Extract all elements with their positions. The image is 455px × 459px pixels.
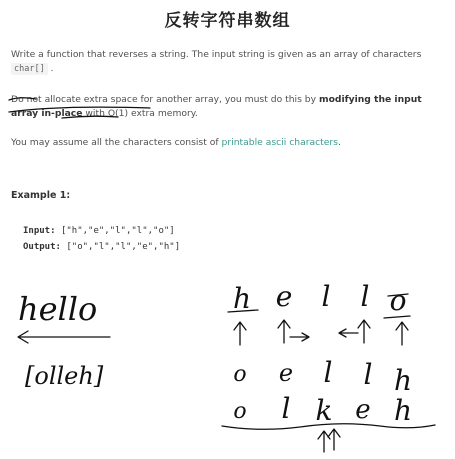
ink-up-arrow-5 — [396, 322, 408, 345]
output-label: Output: — [23, 242, 61, 252]
ink-left-arrow — [18, 331, 110, 343]
ink-row1-char-3: l — [321, 280, 331, 313]
ink-row2-char-3: l — [323, 356, 333, 389]
ink-underline-inplace — [62, 116, 118, 118]
ink-row2-char-4: l — [363, 358, 373, 391]
problem-text-1: Write a function that reverses a string. The input string is given as an array of characters — [11, 49, 422, 60]
ink-row3-char-5: h — [393, 394, 413, 427]
example-heading: Example 1: — [11, 190, 71, 201]
ink-double-arrow — [318, 429, 340, 452]
problem-text-2-bold: modifying the input array in-place — [11, 94, 422, 119]
ink-row3-char-3: k — [315, 394, 333, 427]
problem-text-2b: with O(1) extra memory. — [85, 108, 198, 119]
input-value: ["h","e","l","l","o"] — [60, 226, 175, 236]
printable-ascii-link[interactable]: printable ascii characters — [221, 137, 338, 148]
ink-row3-char-1: o — [233, 399, 247, 424]
ink-row1-char-2: e — [275, 280, 293, 313]
ink-row1-char-1: h — [232, 282, 252, 315]
problem-text-3b: . — [337, 137, 341, 148]
ink-right-arrow-2 — [290, 333, 309, 341]
ink-left-reversed: [olleh] — [25, 362, 104, 390]
ink-underline-do-not — [9, 98, 36, 100]
ink-row3-char-2: l — [281, 392, 291, 425]
ink-row2-char-1: o — [233, 362, 247, 387]
ink-underline-array — [9, 107, 150, 112]
ink-row1-char-4: l — [360, 280, 370, 313]
char-array-code: char[] — [11, 63, 48, 75]
input-label: Input: — [23, 226, 56, 236]
ink-up-arrow-1 — [234, 322, 246, 345]
ink-up-arrow-2 — [278, 320, 290, 343]
problem-text-3a: You may assume all the characters consist of — [11, 137, 219, 148]
ink-row3-char-4: e — [355, 395, 371, 425]
ink-up-arrow-4 — [358, 320, 370, 343]
ink-row2-char-2: e — [278, 359, 294, 387]
problem-text-1-end: . — [50, 63, 54, 74]
ink-left-arrow-4 — [339, 329, 358, 337]
ink-left-word: hello — [18, 290, 98, 328]
ink-row2-char-5: h — [393, 364, 413, 397]
page-title: 反转字符串数组 — [164, 11, 291, 31]
ink-row1-char-5: o — [389, 284, 407, 317]
problem-text-2a: Do not allocate extra space for another array, you must do this by — [11, 94, 317, 105]
output-value: ["o","l","l","e","h"] — [66, 242, 181, 252]
